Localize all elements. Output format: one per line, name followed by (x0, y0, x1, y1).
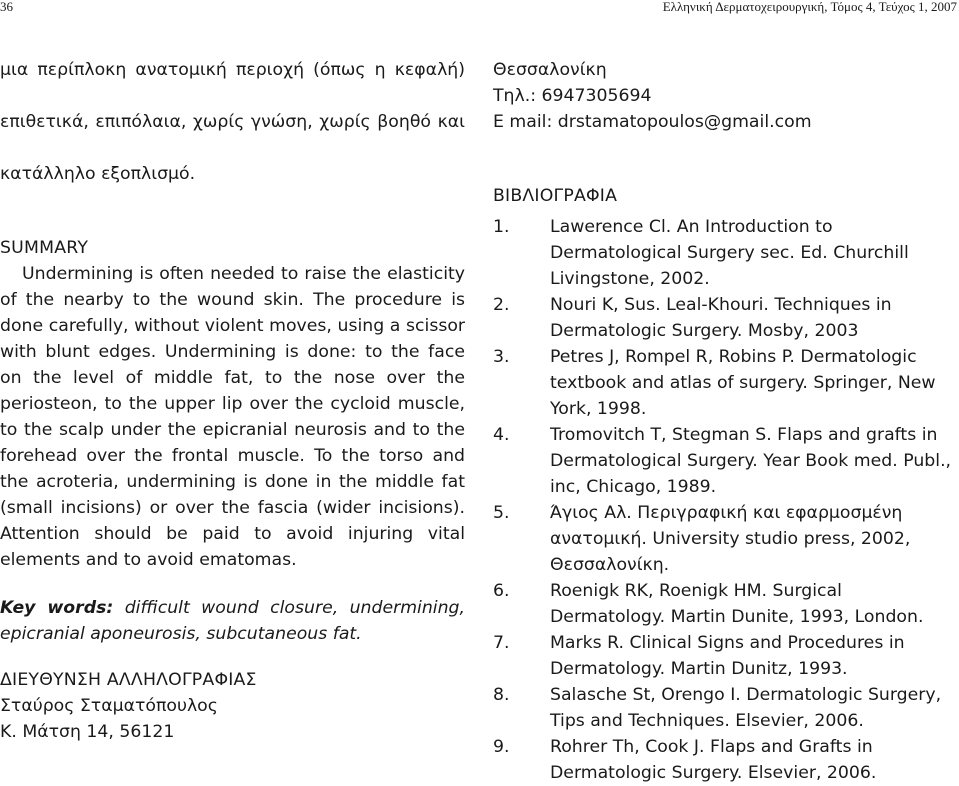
running-header (0, 0, 959, 14)
intro-line: κατάλληλο εξοπλισμό. (0, 164, 196, 184)
intro-paragraph (0, 57, 465, 187)
summary-heading: SUMMARY (0, 238, 89, 258)
reference-number: 3. (493, 347, 510, 367)
reference-item (493, 344, 959, 422)
correspondence-name: Σταύρος Σταματόπουλος (0, 696, 218, 716)
reference-number: 4. (493, 425, 510, 445)
intro-line: επιθετικά, επιπόλαια, χωρίς γνώση, χωρίς βοηθό και (0, 112, 465, 132)
reference-number: 9. (493, 737, 510, 757)
reference-item (493, 422, 959, 500)
reference-text: Tromovitch T, Stegman S. Flaps and grafts in Dermatological Surgery. Year Book med. Publ., inc, Chicago, 1989. (550, 425, 952, 497)
intro-line: μια περίπλοκη ανατομική περιοχή (όπως η κεφαλή) (0, 60, 465, 80)
right-column (493, 57, 959, 786)
reference-number: 2. (493, 295, 510, 315)
left-column (0, 57, 465, 745)
correspondence-heading: ΔΙΕΥΘΥΝΣΗ ΑΛΛΗΛΟΓΡΑΦΙΑΣ (0, 670, 257, 690)
reference-list (493, 214, 959, 786)
reference-number: 8. (493, 685, 510, 705)
reference-text: Lawerence Cl. An Introduction to Dermatological Surgery sec. Ed. Churchill Livingstone, 2002. (550, 217, 909, 289)
correspondence-phone: Τηλ.: 6947305694 (493, 86, 652, 106)
correspondence-city: Θεσσαλονίκη (493, 60, 607, 80)
bibliography-heading: ΒΙΒΛΙΟΓΡΑΦΙΑ (493, 186, 618, 206)
correspondence-address: Κ. Μάτση 14, 56121 (0, 722, 175, 742)
summary-text: Undermining is often needed to raise the elasticity of the nearby to the wound skin. The procedure is done carefully, without violent moves, using a scissor with blunt edges. Undermining is done: to the face on the level of middle fat, to the nose over the periosteon, to the upper lip over the cycloid muscle, to the scalp under the epicranial neurosis and to the forehead over the frontal muscle. To the torso and the acroteria, undermining is done in the middle fat (small incisions) or over the fascia (wider incisions). Attention should be paid to avoid injuring vital elements and to avoid ematomas. (0, 264, 465, 570)
reference-text: Salasche St, Orengo I. Dermatologic Surgery, Tips and Techniques. Elsevier, 2006. (550, 685, 942, 731)
reference-item (493, 734, 959, 786)
reference-text: Petres J, Rompel R, Robins P. Dermatologic textbook and atlas of surgery. Springer, New York, 1998. (550, 347, 936, 419)
correspondence-email: E mail: drstamatopoulos@gmail.com (493, 112, 812, 132)
reference-number: 6. (493, 581, 510, 601)
reference-text: Rohrer Th, Cook J. Flaps and Grafts in Dermatologic Surgery. Elsevier, 2006. (550, 737, 877, 783)
reference-number: 1. (493, 217, 510, 237)
reference-number: 7. (493, 633, 510, 653)
reference-item (493, 682, 959, 734)
page-number: 36 (0, 0, 13, 14)
reference-text: Marks R. Clinical Signs and Procedures in Dermatology. Martin Dunitz, 1993. (550, 633, 905, 679)
reference-text: Άγιος Αλ. Περιγραφική και εφαρμοσμένη ανατομική. University studio press, 2002, Θεσσαλονίκη. (550, 503, 911, 575)
reference-item (493, 578, 959, 630)
reference-text: Nouri K, Sus. Leal-Khouri. Techniques in Dermatologic Surgery. Mosby, 2003 (550, 295, 892, 341)
reference-number: 5. (493, 503, 510, 523)
journal-citation: Ελληνική Δερματοχειρουργική, Τόμος 4, Τεύχος 1, 2007 (662, 0, 957, 14)
reference-item (493, 214, 959, 292)
reference-item (493, 500, 959, 578)
keywords-text: difficult wound closure, undermining, epicranial aponeurosis, subcutaneous fat. (0, 598, 466, 644)
reference-item (493, 292, 959, 344)
keywords-label: Key words: (0, 598, 114, 618)
reference-item (493, 630, 959, 682)
reference-text: Roenigk RK, Roenigk HM. Surgical Dermatology. Martin Dunite, 1993, London. (550, 581, 924, 627)
keywords-paragraph (0, 595, 465, 647)
